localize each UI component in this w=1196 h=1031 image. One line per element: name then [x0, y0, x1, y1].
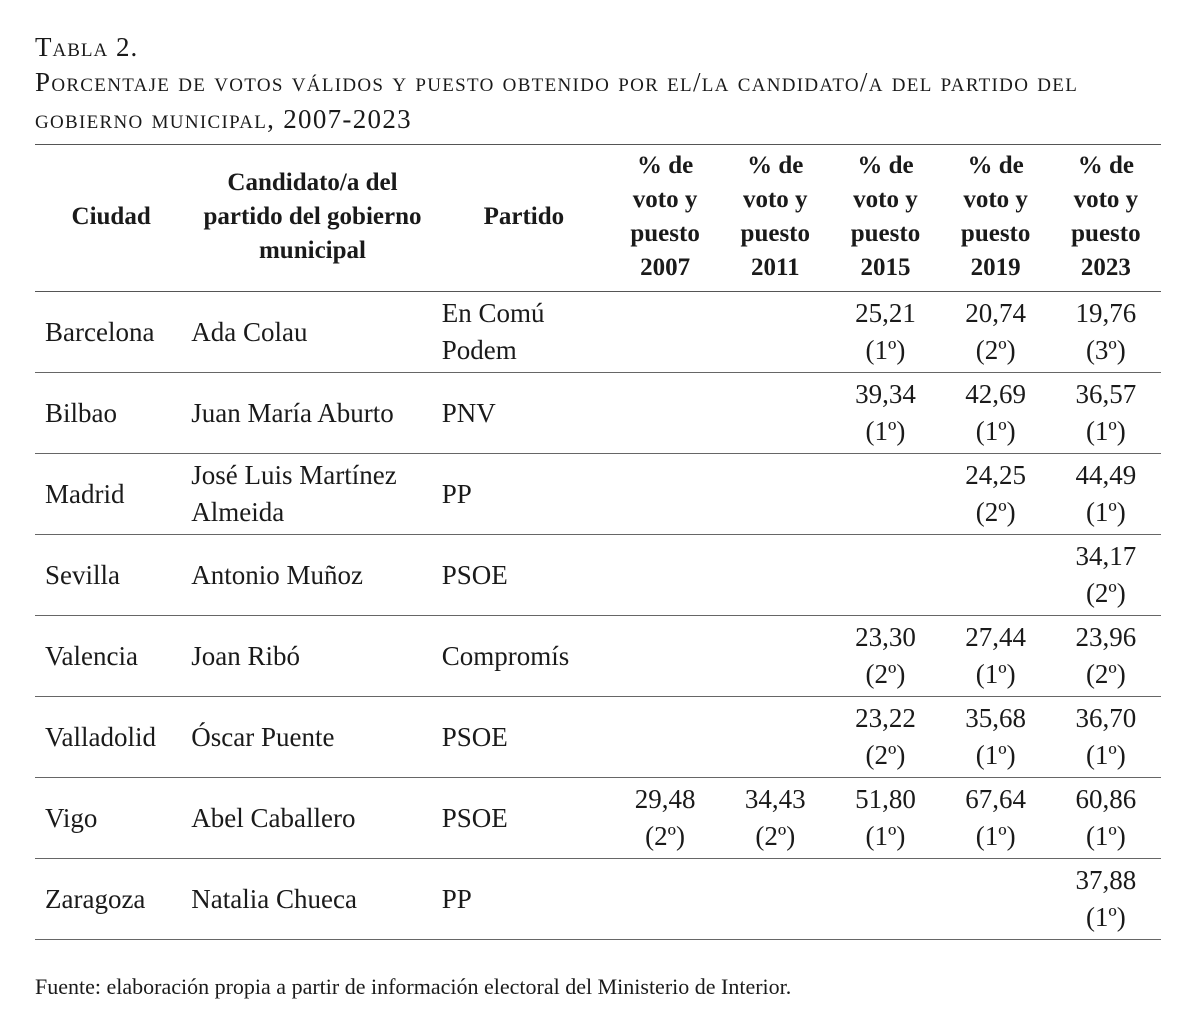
table-title: Porcentaje de votos válidos y puesto obtenido por el/la candidato/a del partido del gobierno municipal, 2007-2023 [35, 67, 1079, 134]
cell-2011 [720, 697, 830, 778]
header-2019: % de voto y puesto 2019 [960, 152, 1031, 281]
cell-party: PP [441, 478, 472, 509]
cell-2015 [830, 292, 940, 373]
cell-party: Compromís [441, 640, 570, 671]
cell-2023 [1051, 373, 1161, 454]
cell-city: Bilbao [45, 397, 117, 428]
cell-party: PP [441, 883, 472, 914]
source-note: Fuente: elaboración propia a partir de información electoral del Ministerio de Interior. [35, 974, 792, 999]
cell-2023 [1051, 292, 1161, 373]
cell-party: PSOE [441, 721, 508, 752]
cell-value: 20,74 (2º) [965, 298, 1027, 365]
table-row [35, 292, 1161, 373]
cell-2011 [720, 292, 830, 373]
table-row [35, 616, 1161, 697]
cell-2011 [720, 616, 830, 697]
cell-candidate: Óscar Puente [191, 721, 335, 752]
cell-value: 27,44 (1º) [965, 622, 1027, 689]
cell-value: 42,69 (1º) [965, 379, 1027, 446]
header-2011: % de voto y puesto 2011 [740, 152, 811, 281]
cell-2007 [610, 535, 720, 616]
cell-value: 34,17 (2º) [1075, 541, 1137, 608]
cell-candidate: Abel Caballero [191, 802, 356, 833]
cell-2019 [941, 778, 1051, 859]
cell-candidate: Natalia Chueca [191, 883, 357, 914]
cell-2015 [830, 616, 940, 697]
cell-value: 36,57 (1º) [1075, 379, 1137, 446]
cell-candidate: Ada Colau [191, 316, 308, 347]
cell-value: 24,25 (2º) [965, 460, 1027, 527]
cell-2007 [610, 373, 720, 454]
cell-party: PSOE [441, 559, 508, 590]
cell-value: 44,49 (1º) [1075, 460, 1137, 527]
cell-2023 [1051, 535, 1161, 616]
cell-2023 [1051, 778, 1161, 859]
cell-value: 19,76 (3º) [1075, 298, 1137, 365]
header-candidate: Candidato/a del partido del gobierno municipal [203, 169, 422, 264]
cell-value: 23,96 (2º) [1075, 622, 1137, 689]
cell-2007 [610, 859, 720, 940]
cell-2015 [830, 535, 940, 616]
cell-2019 [941, 616, 1051, 697]
table-row [35, 454, 1161, 535]
cell-candidate: Juan María Aburto [191, 397, 394, 428]
cell-value: 51,80 (1º) [855, 784, 916, 851]
cell-city: Valencia [45, 640, 138, 671]
cell-2015 [830, 697, 940, 778]
header-2015: % de voto y puesto 2015 [850, 152, 921, 281]
table-label: Tabla 2. [35, 32, 139, 62]
cell-party: PSOE [441, 802, 508, 833]
cell-city: Sevilla [45, 559, 120, 590]
cell-candidate: Antonio Muñoz [191, 559, 364, 590]
table-row [35, 859, 1161, 940]
cell-2007 [610, 697, 720, 778]
cell-2015 [830, 778, 940, 859]
cell-2023 [1051, 454, 1161, 535]
cell-2011 [720, 454, 830, 535]
cell-2011 [720, 535, 830, 616]
cell-candidate: Joan Ribó [191, 640, 301, 671]
cell-2015 [830, 454, 940, 535]
header-city: Ciudad [71, 203, 151, 230]
header-2023: % de voto y puesto 2023 [1071, 152, 1141, 281]
cell-2019 [941, 535, 1051, 616]
cell-2011 [720, 859, 830, 940]
cell-value: 34,43 (2º) [744, 784, 806, 851]
cell-value: 23,30 (2º) [855, 622, 916, 689]
header-party: Partido [483, 203, 565, 230]
cell-2023 [1051, 859, 1161, 940]
cell-city: Madrid [45, 478, 125, 509]
table-row [35, 778, 1161, 859]
cell-2007 [610, 454, 720, 535]
cell-2019 [941, 859, 1051, 940]
cell-value: 60,86 (1º) [1075, 784, 1137, 851]
cell-2015 [830, 373, 940, 454]
cell-value: 23,22 (2º) [855, 703, 916, 770]
cell-value: 29,48 (2º) [634, 784, 696, 851]
cell-2023 [1051, 697, 1161, 778]
table-row [35, 535, 1161, 616]
cell-value: 67,64 (1º) [965, 784, 1027, 851]
cell-party: En Comú Podem [441, 298, 545, 365]
table-row [35, 697, 1161, 778]
cell-2019 [941, 697, 1051, 778]
cell-value: 25,21 (1º) [855, 298, 916, 365]
header-2007: % de voto y puesto 2007 [630, 152, 700, 281]
cell-value: 36,70 (1º) [1075, 703, 1137, 770]
cell-2011 [720, 373, 830, 454]
cell-2019 [941, 292, 1051, 373]
cell-value: 35,68 (1º) [965, 703, 1027, 770]
cell-city: Vigo [45, 802, 98, 833]
cell-city: Valladolid [45, 721, 156, 752]
cell-value: 37,88 (1º) [1075, 865, 1137, 932]
header-row [35, 145, 1161, 292]
table-row [35, 373, 1161, 454]
cell-2011 [720, 778, 830, 859]
cell-value: 39,34 (1º) [855, 379, 916, 446]
cell-2007 [610, 778, 720, 859]
cell-2007 [610, 616, 720, 697]
cell-candidate: José Luis Martínez Almeida [191, 460, 397, 527]
cell-city: Barcelona [45, 316, 155, 347]
cell-city: Zaragoza [45, 883, 146, 914]
cell-2019 [941, 373, 1051, 454]
document [35, 30, 1161, 1023]
cell-2007 [610, 292, 720, 373]
cell-2023 [1051, 616, 1161, 697]
cell-party: PNV [441, 397, 496, 428]
results-table [35, 144, 1161, 940]
cell-2019 [941, 454, 1051, 535]
cell-2015 [830, 859, 940, 940]
